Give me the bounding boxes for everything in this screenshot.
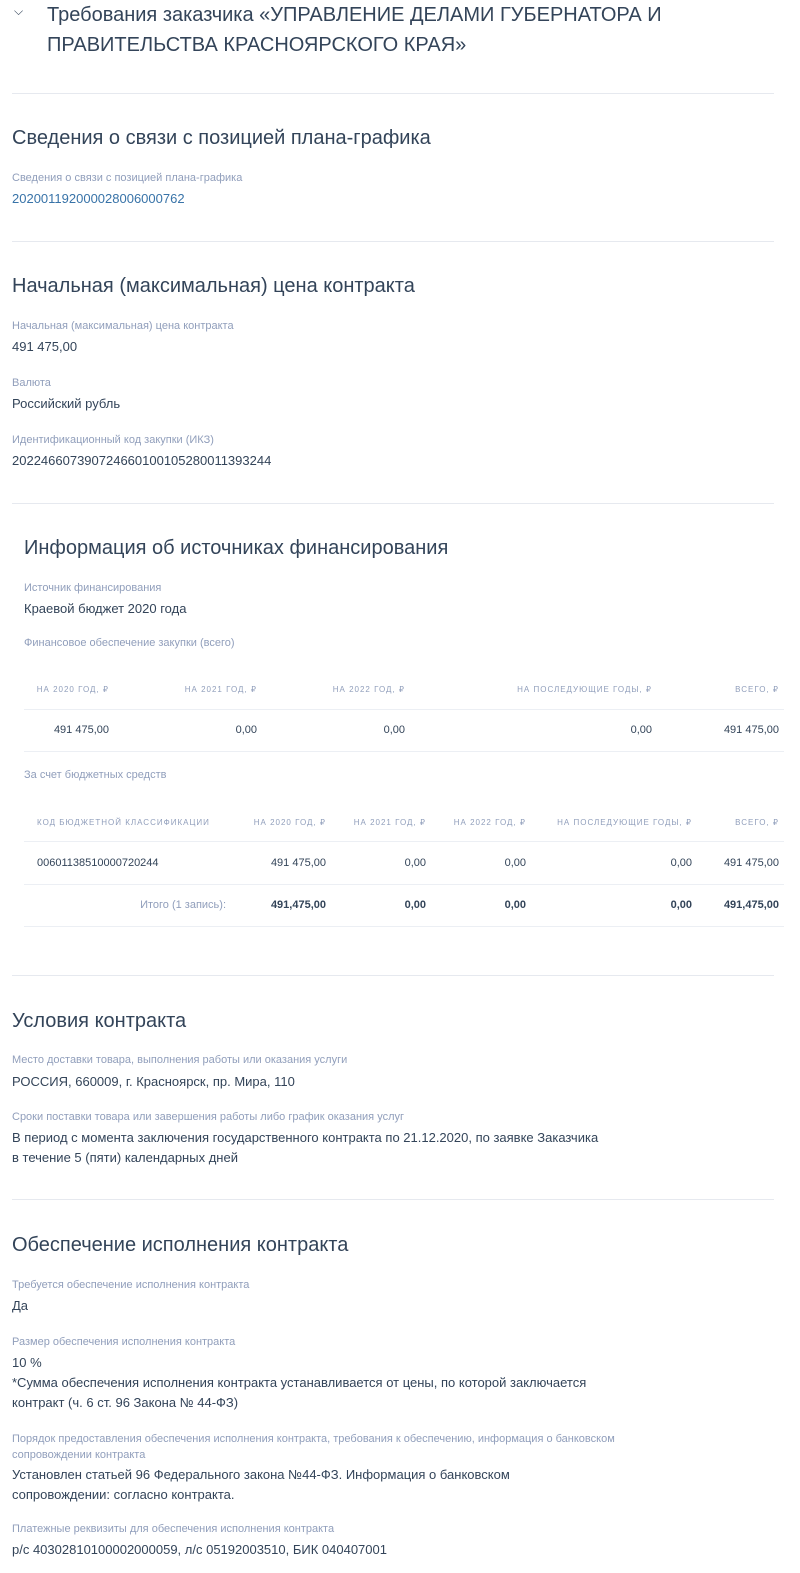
table-cell: 0,00 [670, 857, 692, 869]
table-header: ВСЕГО, ₽ [735, 685, 779, 694]
table-header: ВСЕГО, ₽ [735, 818, 779, 827]
table-cell: 0,00 [504, 857, 526, 869]
table-header: НА 2020 ГОД, ₽ [36, 685, 109, 694]
security-required-value: Да [12, 1298, 29, 1313]
ikz-value: 202246607390724660100105280011393244 [12, 453, 272, 468]
total-cell: 0,00 [670, 899, 692, 911]
delivery-terms-label: Сроки поставки товара или завершения работы либо график оказания услуг [12, 1111, 404, 1123]
table-cell: 0,00 [404, 857, 426, 869]
delivery-terms-value [12, 1128, 712, 1168]
security-size-value: 10 % [12, 1355, 42, 1370]
security-size-note [12, 1373, 712, 1413]
finance-source-label: Источник финансирования [24, 582, 162, 594]
table-header: НА 2021 ГОД, ₽ [353, 818, 426, 827]
payment-details-label: Платежные реквизиты для обеспечения исполнения контракта [12, 1523, 335, 1535]
total-cell: 0,00 [404, 899, 426, 911]
table-cell: 0,00 [235, 724, 257, 736]
plan-heading: Сведения о связи с позицией плана-графика [12, 127, 431, 149]
table-cell: 00601138510000720244 [37, 857, 159, 869]
payment-details-value: р/с 40302810100002000059, л/с 05192003510, БИК 040407001 [12, 1542, 387, 1557]
table-header: НА 2021 ГОД, ₽ [184, 685, 257, 694]
divider [12, 1199, 774, 1200]
divider [12, 93, 774, 94]
table-cell: 0,00 [630, 724, 652, 736]
section-title [47, 0, 767, 60]
nmck-value: 491 475,00 [12, 339, 78, 354]
security-order-value-line2: сопровождении: согласно контракта. [12, 1487, 235, 1502]
table-cell: 0,00 [383, 724, 405, 736]
section-title-line2: ПРАВИТЕЛЬСТВА КРАСНОЯРСКОГО КРАЯ» [47, 34, 467, 56]
security-order-value-line1: Установлен статьей 96 Федерального закона №44-ФЗ. Информация о банковском [12, 1467, 510, 1482]
divider [12, 241, 774, 242]
total-cell: 491,475,00 [270, 899, 326, 911]
divider [12, 503, 774, 504]
table-cell: 491 475,00 [723, 724, 779, 736]
table-cell: 491 475,00 [270, 857, 326, 869]
plan-label: Сведения о связи с позицией плана-графика [12, 172, 243, 184]
delivery-place-label: Место доставки товара, выполнения работы или оказания услуги [12, 1054, 348, 1066]
table-header: НА 2022 ГОД, ₽ [453, 818, 526, 827]
budget-label: За счет бюджетных средств [24, 769, 167, 781]
delivery-terms-line1: В период с момента заключения государственного контракта по 21.12.2020, по заявке Заказчика [12, 1130, 599, 1145]
security-required-label: Требуется обеспечение исполнения контракта [12, 1279, 250, 1291]
total-cell: 491,475,00 [723, 899, 779, 911]
conditions-heading: Условия контракта [12, 1010, 187, 1032]
row-divider [24, 841, 784, 842]
delivery-place-value: РОССИЯ, 660009, г. Красноярск, пр. Мира, 110 [12, 1074, 295, 1089]
table-header: КОД БЮДЖЕТНОЙ КЛАССИФИКАЦИИ [37, 818, 210, 827]
price-heading: Начальная (максимальная) цена контракта [12, 275, 415, 297]
table-header: НА 2022 ГОД, ₽ [332, 685, 405, 694]
finance-total-label: Финансовое обеспечение закупки (всего) [24, 637, 235, 649]
security-order-label [12, 1431, 732, 1463]
table-cell: 491 475,00 [53, 724, 109, 736]
total-label: Итого (1 запись): [140, 899, 226, 911]
total-cell: 0,00 [504, 899, 526, 911]
row-divider [24, 709, 784, 710]
chevron-down-icon[interactable]: ⌵ [14, 4, 24, 18]
ikz-label: Идентификационный код закупки (ИКЗ) [12, 434, 214, 446]
row-divider [24, 751, 784, 752]
table-cell: 491 475,00 [723, 857, 779, 869]
row-divider [24, 884, 784, 885]
section-title-line1: Требования заказчика «УПРАВЛЕНИЕ ДЕЛАМИ ГУБЕРНАТОРА И [47, 4, 662, 26]
security-order-label-line1: Порядок предоставления обеспечения исполнения контракта, требования к обеспечению, информация о банковском [12, 1433, 615, 1445]
security-size-label: Размер обеспечения исполнения контракта [12, 1336, 236, 1348]
delivery-terms-line2: в течение 5 (пяти) календарных дней [12, 1150, 238, 1165]
row-divider [24, 926, 784, 927]
currency-label: Валюта [12, 377, 51, 389]
security-heading: Обеспечение исполнения контракта [12, 1234, 349, 1256]
security-size-note-line1: *Сумма обеспечения исполнения контракта устанавливается от цены, по которой заключается [12, 1375, 587, 1390]
security-order-label-line2: сопровождении контракта [12, 1449, 146, 1461]
table-header: НА 2020 ГОД, ₽ [253, 818, 326, 827]
currency-value: Российский рубль [12, 396, 121, 411]
security-order-value [12, 1465, 712, 1505]
security-size-note-line2: контракт (ч. 6 ст. 96 Закона № 44-ФЗ) [12, 1395, 239, 1410]
divider [12, 975, 774, 976]
finance-source-value: Краевой бюджет 2020 года [24, 601, 187, 616]
nmck-label: Начальная (максимальная) цена контракта [12, 320, 234, 332]
finance-heading: Информация об источниках финансирования [24, 537, 449, 559]
plan-position-link[interactable]: 202001192000028006000762 [12, 191, 185, 206]
table-header: НА ПОСЛЕДУЮЩИЕ ГОДЫ, ₽ [517, 685, 652, 694]
table-header: НА ПОСЛЕДУЮЩИЕ ГОДЫ, ₽ [557, 818, 692, 827]
